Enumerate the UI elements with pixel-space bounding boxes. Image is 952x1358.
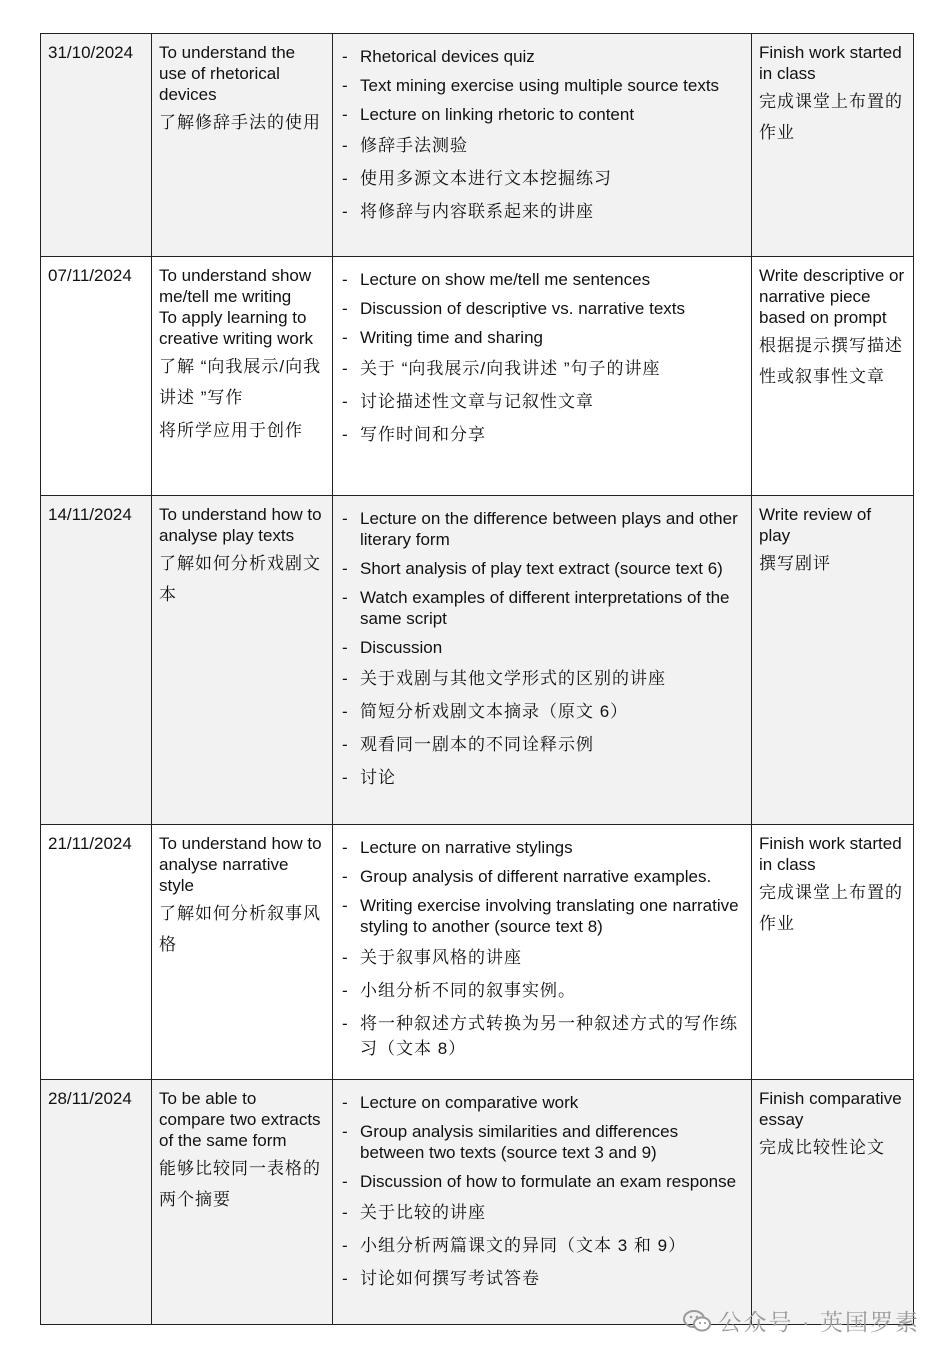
activity-item: - Writing time and sharing — [360, 327, 744, 348]
objective-zh: 了解修辞手法的使用 — [159, 113, 321, 132]
table-row — [41, 825, 914, 1080]
activity-item-zh: - 观看同一剧本的不同诠释示例 — [360, 732, 744, 757]
table-row — [41, 257, 914, 496]
activity-item-zh: - 修辞手法测验 — [360, 133, 744, 158]
table-row — [41, 1080, 914, 1325]
homework-en: Finish work started in class — [759, 43, 902, 83]
activity-item: - Discussion of descriptive vs. narrative texts — [360, 298, 744, 319]
activity-item-zh: - 简短分析戏剧文本摘录（原文 6） — [360, 699, 744, 724]
objective-en: To be able to compare two extracts of the same form — [159, 1089, 321, 1150]
date-cell: 31/10/2024 — [41, 34, 152, 257]
activity-item: - Watch examples of different interpretations of the same script — [360, 587, 744, 629]
objective-cell — [152, 34, 333, 257]
activities-cell — [333, 496, 752, 825]
homework-zh: 撰写剧评 — [759, 554, 831, 573]
homework-cell — [752, 1080, 914, 1325]
activities-list — [340, 46, 744, 224]
homework-en: Write descriptive or narrative piece based on prompt — [759, 266, 905, 327]
activity-item-zh: - 讨论 — [360, 765, 744, 790]
activity-item-zh: - 将一种叙述方式转换为另一种叙述方式的写作练习（文本 8） — [360, 1011, 744, 1061]
objective-zh: 能够比较同一表格的两个摘要 — [159, 1159, 321, 1209]
activity-item: - Group analysis of different narrative examples. — [360, 866, 744, 887]
homework-cell — [752, 825, 914, 1080]
homework-zh: 完成课堂上布置的作业 — [759, 883, 903, 933]
activity-item-zh: - 写作时间和分享 — [360, 422, 744, 447]
activities-cell — [333, 34, 752, 257]
activity-item: - Discussion — [360, 637, 744, 658]
objective-zh: 将所学应用于创作 — [159, 421, 303, 440]
activity-item-zh: - 将修辞与内容联系起来的讲座 — [360, 199, 744, 224]
activity-item-zh: - 使用多源文本进行文本挖掘练习 — [360, 166, 744, 191]
activity-item: - Writing exercise involving translating one narrative styling to another (source text 8) — [360, 895, 744, 937]
objective-en: To understand show me/tell me writing To apply learning to creative writing work — [159, 266, 313, 348]
date-cell: 21/11/2024 — [41, 825, 152, 1080]
activity-item: - Lecture on linking rhetoric to content — [360, 104, 744, 125]
objective-zh: 了解如何分析叙事风格 — [159, 904, 321, 954]
activities-list — [340, 269, 744, 447]
activity-item: - Lecture on the difference between plays and other literary form — [360, 508, 744, 550]
objective-en: To understand how to analyse play texts — [159, 505, 322, 545]
activity-item-zh: - 讨论如何撰写考试答卷 — [360, 1266, 744, 1291]
activities-list — [340, 1092, 744, 1291]
homework-en: Finish comparative essay — [759, 1089, 902, 1129]
activity-item-zh: - 讨论描述性文章与记叙性文章 — [360, 389, 744, 414]
activity-item-zh: - 关于 “向我展示/向我讲述 ”句子的讲座 — [360, 356, 744, 381]
homework-zh: 根据提示撰写描述性或叙事性文章 — [759, 336, 903, 386]
activities-list — [340, 837, 744, 1061]
activity-item-zh: - 关于比较的讲座 — [360, 1200, 744, 1225]
activity-item: - Discussion of how to formulate an exam response — [360, 1171, 744, 1192]
schedule-body — [41, 34, 914, 1325]
homework-cell — [752, 34, 914, 257]
activity-item: - Lecture on show me/tell me sentences — [360, 269, 744, 290]
homework-cell — [752, 257, 914, 496]
objective-zh: 了解 “向我展示/向我讲述 ”写作 — [159, 357, 322, 407]
activities-list — [340, 508, 744, 790]
activity-item: - Short analysis of play text extract (source text 6) — [360, 558, 744, 579]
activity-item: - Lecture on narrative stylings — [360, 837, 744, 858]
activity-item: - Text mining exercise using multiple source texts — [360, 75, 744, 96]
objective-cell — [152, 825, 333, 1080]
activity-item: - Group analysis similarities and differences between two texts (source text 3 and 9) — [360, 1121, 744, 1163]
homework-zh: 完成比较性论文 — [759, 1138, 885, 1157]
activities-cell — [333, 1080, 752, 1325]
homework-en: Finish work started in class — [759, 834, 902, 874]
watermark — [683, 1304, 920, 1337]
activity-item: - Lecture on comparative work — [360, 1092, 744, 1113]
date-cell: 28/11/2024 — [41, 1080, 152, 1325]
activities-cell — [333, 257, 752, 496]
homework-zh: 完成课堂上布置的作业 — [759, 92, 903, 142]
objective-zh: 了解如何分析戏剧文本 — [159, 554, 321, 604]
schedule-table — [40, 33, 914, 1325]
objective-cell — [152, 496, 333, 825]
objective-cell — [152, 257, 333, 496]
activity-item-zh: - 小组分析不同的叙事实例。 — [360, 978, 744, 1003]
date-cell: 14/11/2024 — [41, 496, 152, 825]
objective-en: To understand the use of rhetorical devices — [159, 43, 296, 104]
watermark-text: 公众号 · 英国罗素 — [718, 1309, 920, 1335]
table-row — [41, 34, 914, 257]
date-cell: 07/11/2024 — [41, 257, 152, 496]
activity-item-zh: - 关于戏剧与其他文学形式的区别的讲座 — [360, 666, 744, 691]
objective-cell — [152, 1080, 333, 1325]
wechat-icon — [683, 1309, 711, 1333]
table-row — [41, 496, 914, 825]
activities-cell — [333, 825, 752, 1080]
objective-en: To understand how to analyse narrative style — [159, 834, 322, 895]
activity-item: - Rhetorical devices quiz — [360, 46, 744, 67]
homework-en: Write review of play — [759, 505, 872, 545]
activity-item-zh: - 小组分析两篇课文的异同（文本 3 和 9） — [360, 1233, 744, 1258]
activity-item-zh: - 关于叙事风格的讲座 — [360, 945, 744, 970]
homework-cell — [752, 496, 914, 825]
